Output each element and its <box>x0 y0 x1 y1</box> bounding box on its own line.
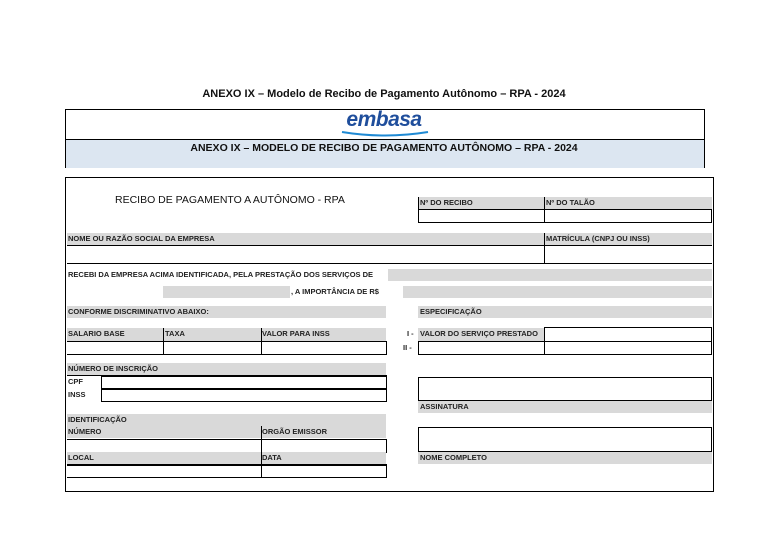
receipt-number-label: Nº DO RECIBO <box>420 198 473 207</box>
divider <box>418 197 419 210</box>
base-salary-field[interactable] <box>67 342 163 354</box>
issuer-label: ORGÃO EMISSOR <box>262 427 328 436</box>
receipt-title: RECIBO DE PAGAMENTO A AUTÔNOMO - RPA <box>115 194 345 206</box>
stub-number-label: Nº DO TALÃO <box>546 198 595 207</box>
inss-value-label: VALOR PARA INSS <box>262 329 330 338</box>
cpf-label: CPF <box>68 377 83 386</box>
divider <box>67 477 387 478</box>
inss-label: INSS <box>68 390 86 399</box>
location-field[interactable] <box>67 466 261 477</box>
amount-text: , A IMPORTÂNCIA DE R$ <box>291 287 379 296</box>
number-label: NÚMERO <box>68 427 102 436</box>
logo-swoosh-icon <box>340 130 430 138</box>
breakdown-label: CONFORME DISCRIMINATIVO ABAIXO: <box>68 307 209 316</box>
divider <box>101 376 102 402</box>
divider <box>386 439 387 453</box>
company-name-label: NOME OU RAZÃO SOCIAL DA EMPRESA <box>68 234 215 243</box>
amount-field[interactable] <box>403 286 712 298</box>
cpf-field[interactable] <box>101 376 387 389</box>
banner-title: ANEXO IX – MODELO DE RECIBO DE PAGAMENTO AUTÔNOMO – RPA - 2024 <box>190 142 578 154</box>
divider <box>67 354 387 355</box>
divider <box>544 197 545 210</box>
local-date-bg <box>67 452 386 464</box>
date-label: DATA <box>262 453 282 462</box>
item-ii-label: II - <box>403 343 412 352</box>
services-field-2[interactable] <box>163 286 290 298</box>
rate-label: TAXA <box>165 329 185 338</box>
service-value-label: VALOR DO SERVIÇO PRESTADO <box>420 329 538 338</box>
page-title: ANEXO IX – Modelo de Recibo de Pagamento Autônomo – RPA - 2024 <box>202 88 566 100</box>
registration-field[interactable] <box>545 246 712 263</box>
full-name-field[interactable] <box>418 427 712 452</box>
id-header-bg <box>67 426 386 438</box>
item-ii-field[interactable] <box>418 341 712 355</box>
location-label: LOCAL <box>68 453 94 462</box>
item-i-label: I - <box>407 329 414 338</box>
signature-field[interactable] <box>418 377 712 401</box>
specification-label: ESPECIFICAÇÃO <box>420 307 482 316</box>
registration-label: MATRÍCULA (CNPJ OU INSS) <box>546 234 650 243</box>
divider <box>386 464 387 478</box>
date-field[interactable] <box>262 466 386 477</box>
services-field[interactable] <box>388 269 712 281</box>
divider <box>544 341 545 355</box>
embasa-logo: embasa <box>346 108 422 131</box>
full-name-label: NOME COMPLETO <box>420 453 487 462</box>
registration-number-label: NÚMERO DE INSCRIÇÃO <box>68 364 159 373</box>
signature-label: ASSINATURA <box>420 402 469 411</box>
base-salary-label: SALARIO BASE <box>68 329 125 338</box>
inss-value-field[interactable] <box>262 342 386 354</box>
company-name-field[interactable] <box>67 246 544 263</box>
received-text: RECEBI DA EMPRESA ACIMA IDENTIFICADA, PELA PRESTAÇÃO DOS SERVIÇOS DE <box>68 270 374 279</box>
divider <box>67 263 712 264</box>
issuer-field[interactable] <box>262 440 386 452</box>
service-value-field[interactable] <box>544 327 712 342</box>
inss-field[interactable] <box>101 389 387 402</box>
identification-label: IDENTIFICAÇÃO <box>68 415 127 424</box>
id-number-field[interactable] <box>67 440 261 452</box>
stub-number-field[interactable] <box>544 209 712 223</box>
receipt-number-field[interactable] <box>418 209 545 223</box>
divider <box>386 341 387 355</box>
rate-field[interactable] <box>164 342 261 354</box>
